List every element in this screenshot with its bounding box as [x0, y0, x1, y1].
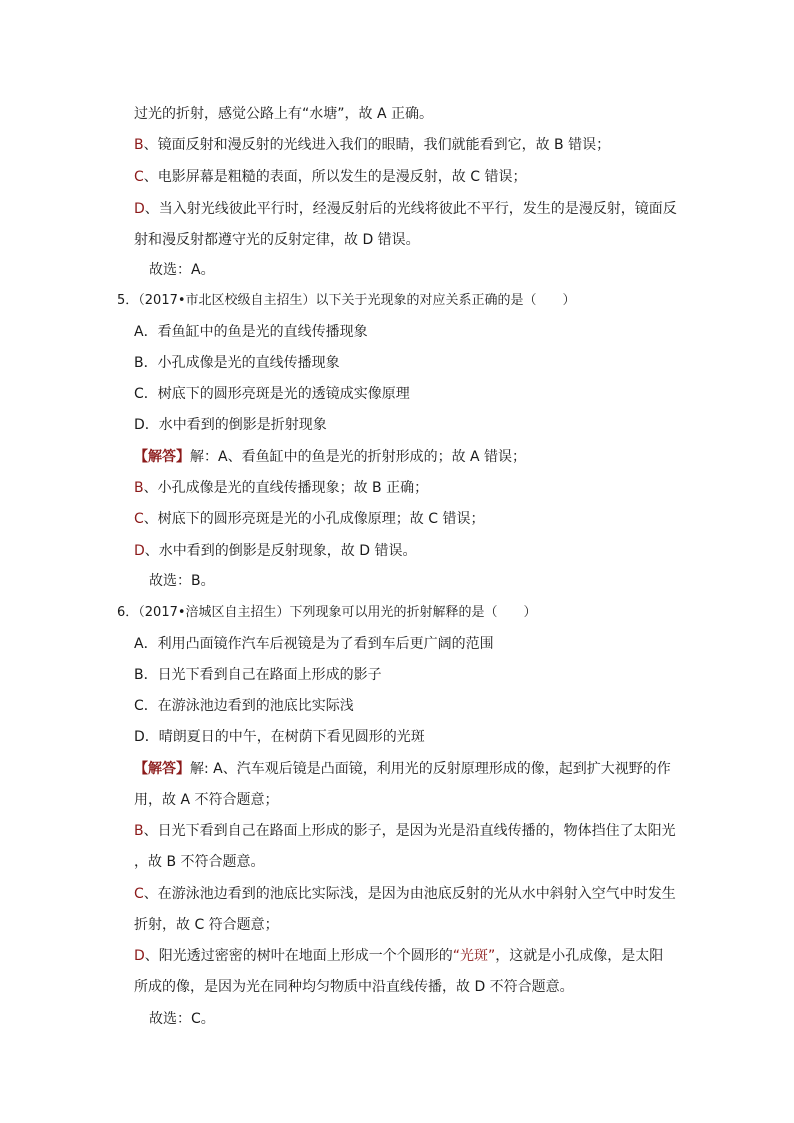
- q6-solution-c2: 折射，故 C 符合题意；: [134, 917, 279, 933]
- q5-option-c: C．树底下的圆形亮斑是光的透镜成实像原理: [134, 386, 410, 402]
- q5-option-b: B．小孔成像是光的直线传播现象: [134, 355, 340, 371]
- q5-solution-c: C、树底下的圆形亮斑是光的小孔成像原理；故 C 错误；: [134, 511, 485, 527]
- q6-solution-a2: 用，故 A 不符合题意；: [134, 792, 279, 808]
- q6-solution-a1: 【解答】解: A、汽车观后镜是凸面镜，利用光的反射原理形成的像，起到扩大视野的作: [134, 761, 671, 777]
- q6-solution-b1: B、日光下看到自己在路面上形成的影子，是因为光是沿直线传播的，物体挡住了太阳光: [134, 823, 676, 839]
- q4-tail-line-c: C、电影屏幕是粗糙的表面，所以发生的是漫反射，故 C 错误；: [134, 169, 527, 185]
- q5-solution-d: D、水中看到的倒影是反射现象，故 D 错误。: [134, 543, 417, 559]
- jieda-tag: 【解答】: [134, 761, 190, 777]
- q6-option-d: D．晴朗夏日的中午，在树荫下看见圆形的光斑: [134, 729, 425, 745]
- q6-option-b: B．日光下看到自己在路面上形成的影子: [134, 667, 382, 683]
- q6-solution-b2: ，故 B 不符合题意。: [134, 854, 265, 870]
- q5-option-d: D．水中看到的倒影是折射现象: [134, 417, 327, 433]
- q6-answer: 故选：C。: [149, 1011, 215, 1027]
- q4-tail-line-d2: 射和漫反射都遵守光的反射定律，故 D 错误。: [134, 232, 420, 248]
- q6-option-c: C．在游泳池边看到的池底比实际浅: [134, 698, 354, 714]
- q6-title: 6．（2017•涪城区自主招生）下列现象可以用光的折射解释的是（ ）: [117, 605, 537, 620]
- q4-answer: 故选：A。: [149, 262, 215, 278]
- q5-solution-a: 【解答】解：A、看鱼缸中的鱼是光的折射形成的；故 A 错误；: [134, 449, 527, 465]
- q6-solution-d2: 所成的像，是因为光在同种均匀物质中沿直线传播，故 D 不符合题意。: [134, 979, 574, 995]
- q4-tail-line-d1: D、当入射光线彼此平行时，经漫反射后的光线将彼此不平行，发生的是漫反射，镜面反: [134, 201, 677, 217]
- q6-option-a: A．利用凸面镜作汽车后视镜是为了看到车后更广阔的范围: [134, 636, 494, 652]
- q5-answer: 故选：B。: [149, 573, 215, 589]
- q6-solution-d1: D、阳光透过密密的树叶在地面上形成一个个圆形的“光斑”，这就是小孔成像，是太阳: [134, 948, 664, 964]
- q5-option-a: A．看鱼缸中的鱼是光的直线传播现象: [134, 324, 368, 340]
- q4-tail-line-b: B、镜面反射和漫反射的光线进入我们的眼睛，我们就能看到它，故 B 错误；: [134, 137, 611, 153]
- q5-solution-b: B、小孔成像是光的直线传播现象；故 B 正确；: [134, 480, 429, 496]
- guangban-quote: “光斑”: [452, 948, 496, 964]
- q4-tail-line1: 过光的折射，感觉公路上有“水塘”，故 A 正确。: [134, 106, 433, 122]
- jieda-tag: 【解答】: [134, 449, 190, 465]
- q5-title: 5．（2017•市北区校级自主招生）以下关于光现象的对应关系正确的是（ ）: [117, 293, 576, 308]
- q6-solution-c1: C、在游泳池边看到的池底比实际浅，是因为由池底反射的光从水中斜射入空气中时发生: [134, 886, 676, 902]
